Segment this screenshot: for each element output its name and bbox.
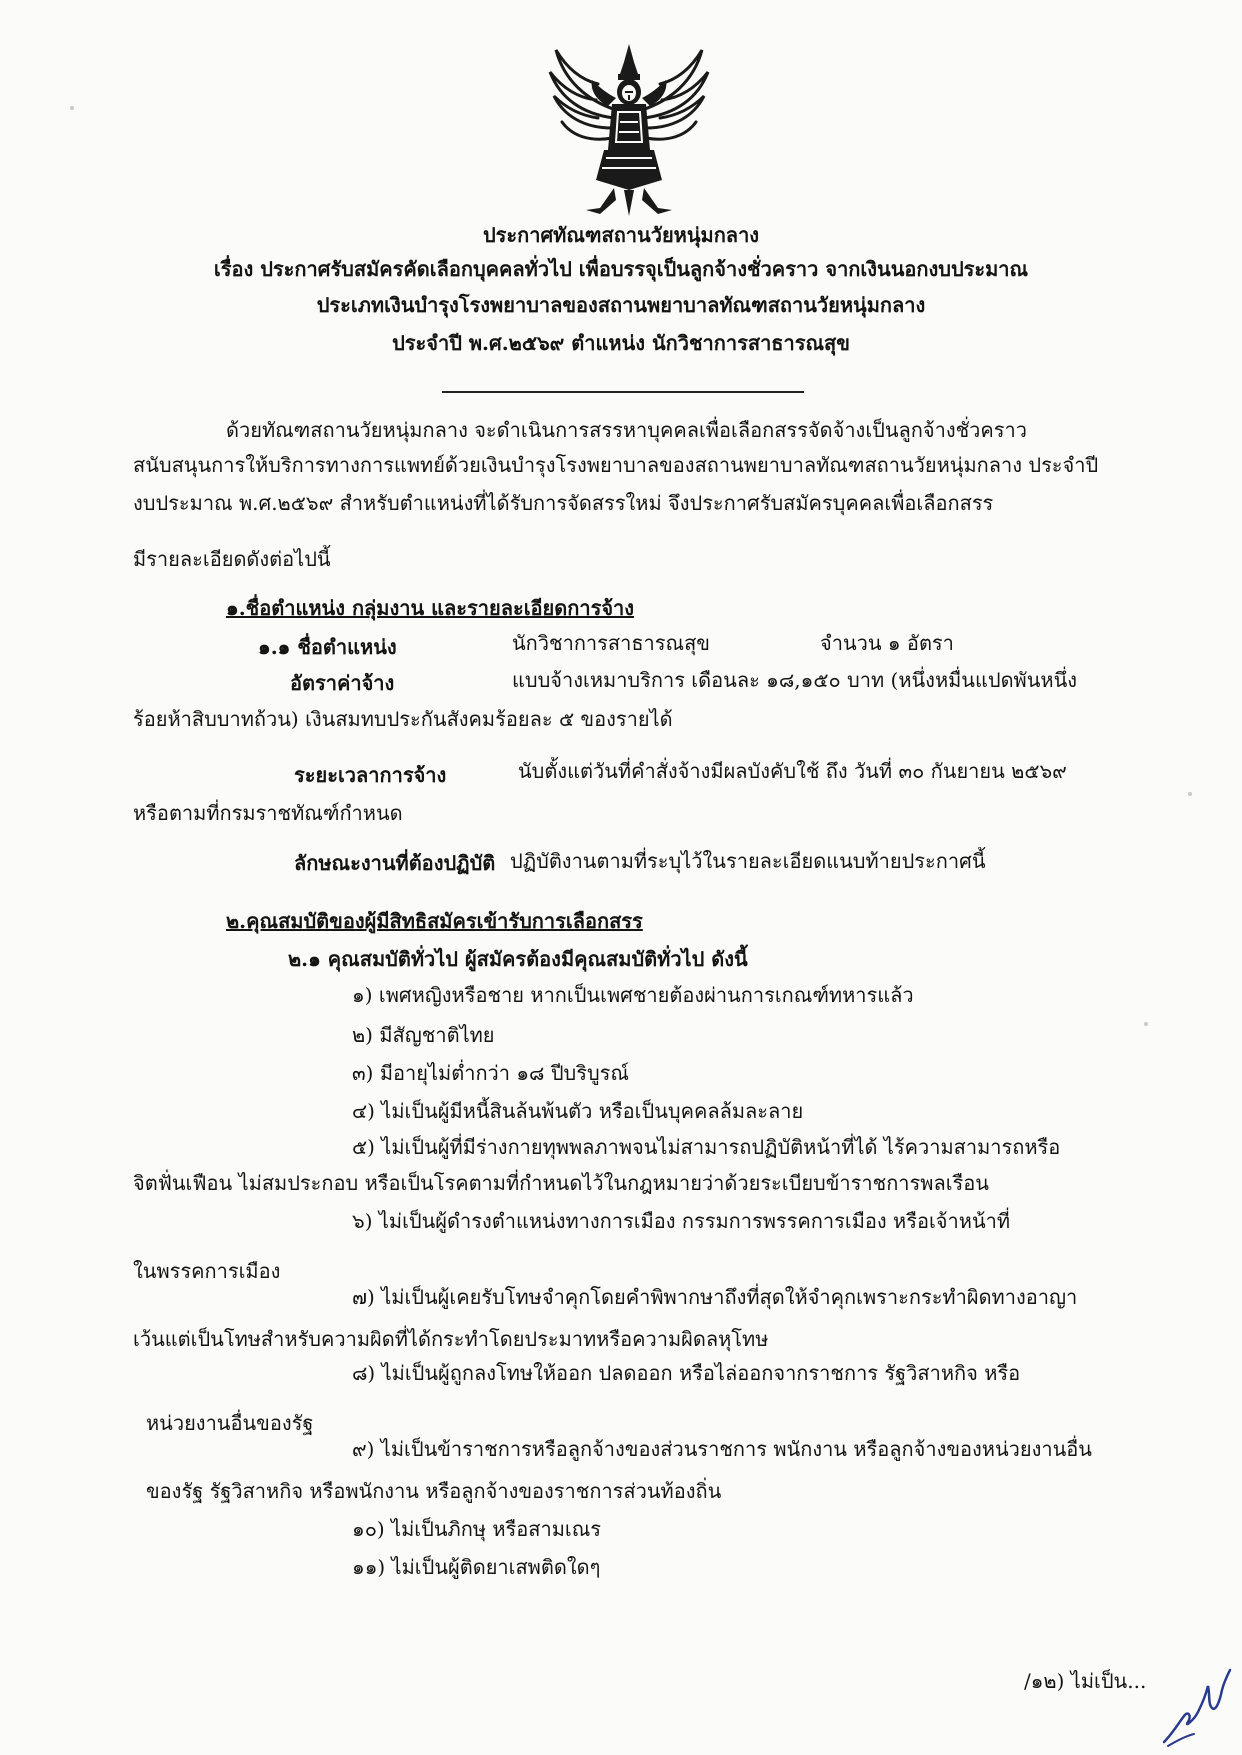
- position-value: นักวิชาการสาธารณสุข: [512, 631, 710, 655]
- period-label: ระยะเวลาการจ้าง: [294, 763, 447, 787]
- qualification-item: ๖) ไม่เป็นผู้ดำรงตำแหน่งทางการเมือง กรรมการพรรคการเมือง หรือเจ้าหน้าที่: [352, 1209, 1011, 1233]
- scan-speck: [1144, 1022, 1148, 1026]
- handwritten-signature: [1158, 1664, 1234, 1748]
- qualification-item: ๔) ไม่เป็นผู้มีหนี้สินล้นพ้นตัว หรือเป็นบุคคลล้มละลาย: [352, 1099, 804, 1123]
- qualification-item-continued: หน่วยงานอื่นของรัฐ: [146, 1411, 314, 1435]
- qualification-item: ๑๐) ไม่เป็นภิกษุ หรือสามเณร: [352, 1517, 602, 1541]
- qualification-item: ๑๑) ไม่เป็นผู้ติดยาเสพติดใดๆ: [352, 1555, 601, 1579]
- intro-line-2: สนับสนุนการให้บริการทางการแพทย์ด้วยเงินบำรุงโรงพยาบาลของสถานพยาบาลทัณฑสถานวัยหนุ่มกลาง ประจำปี: [133, 453, 1099, 477]
- qualification-item-continued: ของรัฐ รัฐวิสาหกิจ หรือพนักงาน หรือลูกจ้างของราชการส่วนท้องถิ่น: [146, 1479, 722, 1503]
- section-2-heading: ๒.คุณสมบัติของผู้มีสิทธิสมัครเข้ารับการเลือกสรร: [226, 909, 643, 933]
- section-1-heading: ๑.ชื่อตำแหน่ง กลุ่มงาน และรายละเอียดการจ้าง: [226, 596, 635, 620]
- qualification-item-continued: ในพรรคการเมือง: [133, 1259, 281, 1283]
- wage-continued: ร้อยห้าสิบบาทถ้วน) เงินสมทบประกันสังคมร้อยละ ๕ ของรายได้: [133, 707, 673, 731]
- intro-line-3: งบประมาณ พ.ศ.๒๕๖๙ สำหรับตำแหน่งที่ได้รับการจัดสรรใหม่ จึงประกาศรับสมัครบุคคลเพื่อเลือกสรร: [133, 491, 994, 515]
- qualification-item: ๘) ไม่เป็นผู้ถูกลงโทษให้ออก ปลดออก หรือไล่ออกจากราชการ รัฐวิสาหกิจ หรือ: [352, 1361, 1021, 1385]
- qualification-item: ๓) มีอายุไม่ต่ำกว่า ๑๘ ปีบริบูรณ์: [352, 1061, 629, 1085]
- continuation-marker: /๑๒) ไม่เป็น...: [1024, 1669, 1147, 1693]
- period-continued: หรือตามที่กรมราชทัณฑ์กำหนด: [133, 801, 403, 825]
- subject-line-3: ประจำปี พ.ศ.๒๕๖๙ ตำแหน่ง นักวิชาการสาธารณสุข: [392, 331, 850, 355]
- qualification-item: ๕) ไม่เป็นผู้ที่มีร่างกายทุพพลภาพจนไม่สามารถปฏิบัติหน้าที่ได้ ไร้ความสามารถหรือ: [352, 1135, 1061, 1159]
- qualification-item: ๒) มีสัญชาติไทย: [352, 1023, 495, 1047]
- scan-speck: [70, 106, 74, 110]
- header-divider: [442, 391, 804, 393]
- position-label: ๑.๑ ชื่อตำแหน่ง: [258, 635, 397, 659]
- wage-label: อัตราค่าจ้าง: [290, 671, 395, 695]
- scan-speck: [1188, 792, 1192, 796]
- subject-line-2: ประเภทเงินบำรุงโรงพยาบาลของสถานพยาบาลทัณฑสถานวัยหนุ่มกลาง: [316, 293, 926, 317]
- intro-line-4: มีรายละเอียดดังต่อไปนี้: [133, 547, 331, 571]
- subject-line: เรื่อง ประกาศรับสมัครคัดเลือกบุคคลทั่วไป เพื่อบรรจุเป็นลูกจ้างชั่วคราว จากเงินนอกงบประมาณ: [213, 257, 1029, 281]
- duty-label: ลักษณะงานที่ต้องปฏิบัติ: [294, 851, 496, 875]
- wage-value: แบบจ้างเหมาบริการ เดือนละ ๑๘,๑๕๐ บาท (หนึ่งหมื่นแปดพันหนึ่ง: [512, 668, 1078, 692]
- qualification-item: ๑) เพศหญิงหรือชาย หากเป็นเพศชายต้องผ่านการเกณฑ์ทหารแล้ว: [352, 983, 914, 1007]
- section-2-1-heading: ๒.๑ คุณสมบัติทั่วไป ผู้สมัครต้องมีคุณสมบัติทั่วไป ดังนี้: [288, 947, 748, 971]
- position-count: จำนวน ๑ อัตรา: [820, 631, 954, 655]
- intro-line-1: ด้วยทัณฑสถานวัยหนุ่มกลาง จะดำเนินการสรรหาบุคคลเพื่อเลือกสรรจัดจ้างเป็นลูกจ้างชั่วคราว: [226, 418, 1027, 442]
- garuda-emblem-icon: [546, 40, 712, 222]
- qualification-item: ๗) ไม่เป็นผู้เคยรับโทษจำคุกโดยคำพิพากษาถึงที่สุดให้จำคุกเพราะกระทำผิดทางอาญา: [352, 1285, 1078, 1309]
- announcement-title: ประกาศทัณฑสถานวัยหนุ่มกลาง: [482, 223, 760, 247]
- qualification-item: ๙) ไม่เป็นข้าราชการหรือลูกจ้างของส่วนราชการ พนักงาน หรือลูกจ้างของหน่วยงานอื่น: [352, 1437, 1092, 1461]
- qualification-item-continued: จิตฟั่นเฟือน ไม่สมประกอบ หรือเป็นโรคตามที่กำหนดไว้ในกฎหมายว่าด้วยระเบียบข้าราชการพลเรือน: [133, 1171, 989, 1195]
- duty-value: ปฏิบัติงานตามที่ระบุไว้ในรายละเอียดแนบท้ายประกาศนี้: [510, 849, 986, 873]
- qualification-item-continued: เว้นแต่เป็นโทษสำหรับความผิดที่ได้กระทำโดยประมาทหรือความผิดลหุโทษ: [133, 1327, 769, 1351]
- period-value: นับตั้งแต่วันที่คำสั่งจ้างมีผลบังคับใช้ ถึง วันที่ ๓๐ กันยายน ๒๕๖๙: [518, 759, 1067, 783]
